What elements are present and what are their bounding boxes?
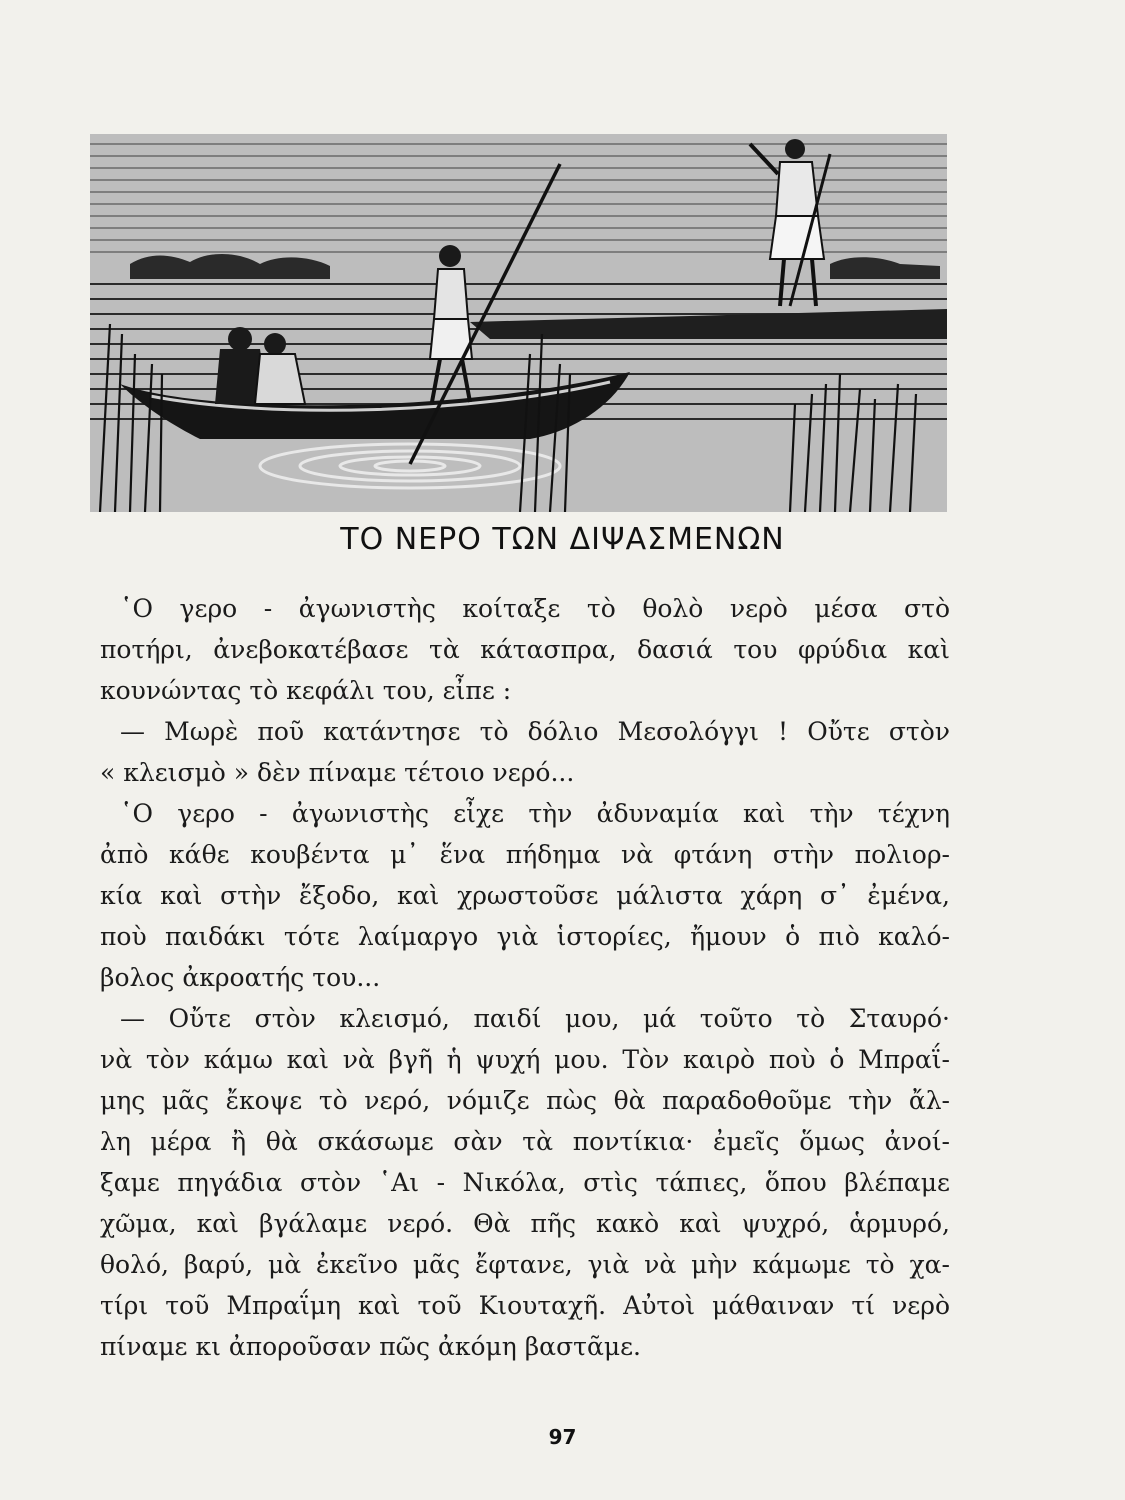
text-line: ποὺ παιδάκι τότε λαίμαργο γιὰ ἱστορίες, ἤμουν ὁ πιὸ καλό- (100, 922, 950, 951)
text-line: ξαμε πηγάδια στὸν ῾Αι - Νικόλα, στὶς τάπιες, ὅπου βλέπαμε (100, 1168, 950, 1197)
text-line: βολος ἀκροατής του... (100, 963, 381, 992)
text-line: πίναμε κι ἀποροῦσαν πῶς ἀκόμη βαστᾶμε. (100, 1332, 641, 1361)
paragraph (100, 711, 950, 793)
body-text (100, 588, 950, 1367)
boat-lagoon-drawing (90, 134, 947, 512)
chapter-title: ΤΟ ΝΕΡΟ ΤΩΝ ΔΙΨΑΣΜΕΝΩΝ (340, 522, 785, 557)
illustration-boat-lagoon (90, 134, 947, 512)
text-line: χῶμα, καὶ βγάλαμε νερό. Θὰ πῆς κακὸ καὶ ψυχρό, ἁρμυρό, (100, 1209, 950, 1238)
text-line: κία καὶ στὴν ἔξοδο, καὶ χρωστοῦσε μάλιστα χάρη σ᾿ ἐμένα, (100, 881, 950, 910)
text-line: μης μᾶς ἔκοψε τὸ νερό, νόμιζε πὼς θὰ παραδοθοῦμε τὴν ἄλ- (100, 1086, 950, 1115)
paragraph (100, 998, 950, 1367)
text-line: νὰ τὸν κάμω καὶ νὰ βγῆ ἡ ψυχή μου. Τὸν καιρὸ ποὺ ὁ Μπραΐ- (100, 1045, 950, 1074)
text-line: — Μωρὲ ποῦ κατάντησε τὸ δόλιο Μεσολόγγι ! Οὔτε στὸν (120, 717, 950, 746)
paragraph (100, 588, 950, 711)
text-line: θολό, βαρύ, μὰ ἐκεῖνο μᾶς ἔφτανε, γιὰ νὰ μὴν κάμωμε τὸ χα- (100, 1250, 950, 1279)
text-line: κουνώντας τὸ κεφάλι του, εἶπε : (100, 676, 512, 705)
text-line: λη μέρα ἢ θὰ σκάσωμε σὰν τὰ ποντίκια· ἐμεῖς ὅμως ἀνοί- (100, 1127, 950, 1156)
text-line: — Οὔτε στὸν κλεισμό, παιδί μου, μά τοῦτο τὸ Σταυρό· (120, 1004, 950, 1033)
text-line: ποτήρι, ἀνεβοκατέβασε τὰ κάτασπρα, δασιά του φρύδια καὶ (100, 635, 950, 664)
text-line: ἀπὸ κάθε κουβέντα μ᾿ ἕνα πήδημα νὰ φτάνη στὴν πολιορ- (100, 840, 950, 869)
paragraph (100, 793, 950, 998)
text-line: ῾Ο γερο - ἀγωνιστὴς κοίταξε τὸ θολὸ νερὸ μέσα στὸ (120, 594, 950, 623)
text-line: « κλεισμὸ » δὲν πίναμε τέτοιο νερό... (100, 758, 575, 787)
text-line: ῾Ο γερο - ἀγωνιστὴς εἶχε τὴν ἀδυναμία καὶ τὴν τέχνη (120, 799, 950, 828)
page-number: 97 (548, 1425, 577, 1449)
text-line: τίρι τοῦ Μπραΐμη καὶ τοῦ Κιουταχῆ. Αὐτοὶ μάθαιναν τί νερὸ (100, 1291, 950, 1320)
